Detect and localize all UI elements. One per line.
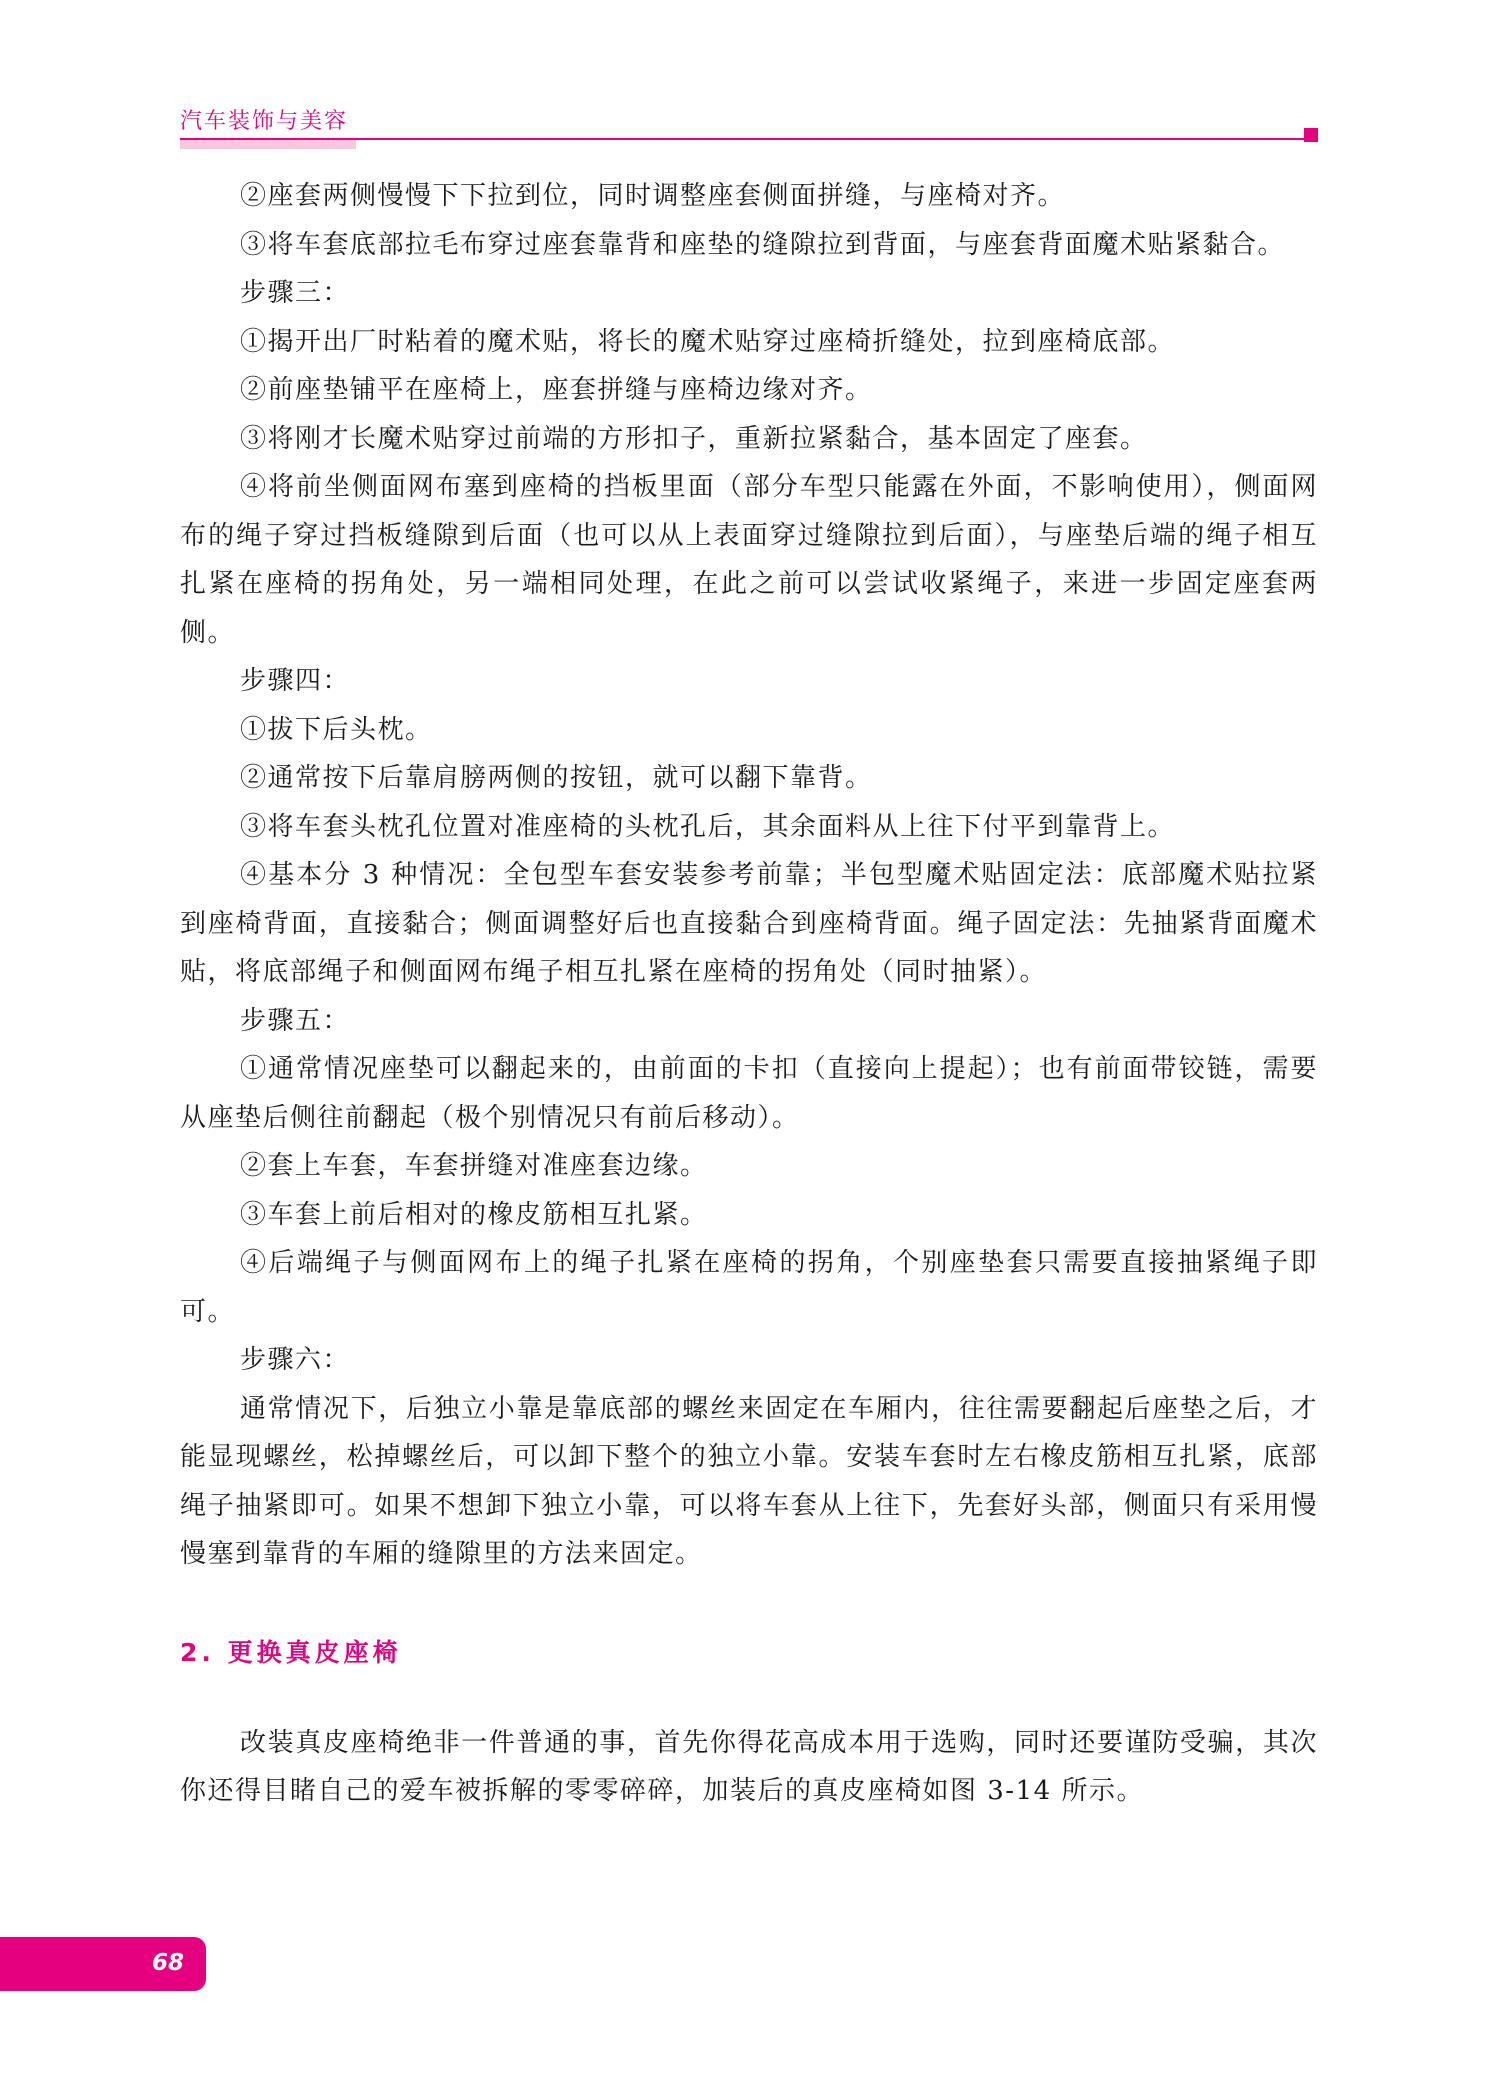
body-paragraph: ①揭开出厂时粘着的魔术贴，将长的魔术贴穿过座椅折缝处，拉到座椅底部。: [240, 326, 1176, 357]
step-heading: 步骤五：: [240, 1005, 351, 1036]
running-header-title: 汽车装饰与美容: [180, 109, 349, 134]
body-paragraph: ①拔下后头枕。: [240, 714, 433, 745]
body-paragraph: ④后端绳子与侧面网布上的绳子扎紧在座椅的拐角，个别座垫套只需要直接抽紧绳子即可。: [180, 1248, 1318, 1327]
body-paragraph: ②前座垫铺平在座椅上，座套拼缝与座椅边缘对齐。: [240, 375, 873, 405]
header-square-marker: [1304, 128, 1318, 142]
body-paragraph: ④基本分 3 种情况：全包型车套安装参考前靠；半包型魔术贴固定法：底部魔术贴拉紧到座椅背面，直接黏合；侧面调整好后也直接黏合到座椅背面。绳子固定法：先抽紧背面魔术贴，将底部绳子和侧面网布绳子相互扎紧在座椅的拐角处（同时抽紧）。: [180, 860, 1318, 987]
body-paragraph: ④将前坐侧面网布塞到座椅的挡板里面（部分车型只能露在外面，不影响使用），侧面网布的绳子穿过挡板缝隙到后面（也可以从上表面穿过缝隙拉到后面），与座垫后端的绳子相互扎紧在座椅的拐角处，另一端相同处理，在此之前可以尝试收紧绳子，来进一步固定座套两侧。: [180, 472, 1318, 648]
section-paragraph: 改装真皮座椅绝非一件普通的事，首先你得花高成本用于选购，同时还要谨防受骗，其次你还得目睹自己的爱车被拆解的零零碎碎，加装后的真皮座椅如图 3-14 所示。: [180, 1727, 1318, 1806]
header-accent-bar: [180, 140, 356, 149]
step-heading: 步骤三：: [240, 278, 351, 308]
body-paragraph: 通常情况下，后独立小靠是靠底部的螺丝来固定在车厢内，往往需要翻起后座垫之后，才能显现螺丝，松掉螺丝后，可以卸下整个的独立小靠。安装车套时左右橡皮筋相互扎紧，底部绳子抽紧即可。如果不想卸下独立小靠，可以将车套从上往下，先套好头部，侧面只有采用慢慢塞到靠背的车厢的缝隙里的方法来固定。: [180, 1393, 1318, 1569]
page-number: 68: [152, 1950, 185, 1976]
body-paragraph: ③将车套头枕孔位置对准座椅的头枕孔后，其余面料从上往下付平到靠背上。: [240, 811, 1176, 842]
body-paragraph: ③车套上前后相对的橡皮筋相互扎紧。: [240, 1199, 708, 1230]
body-paragraph: ③将刚才长魔术贴穿过前端的方形扣子，重新拉紧黏合，基本固定了座套。: [240, 423, 1148, 454]
page-body: [180, 172, 1318, 1816]
body-paragraph: ③将车套底部拉毛布穿过座套靠背和座垫的缝隙拉到背面，与座套背面魔术贴紧黏合。: [240, 229, 1286, 260]
step-heading: 步骤四：: [240, 666, 351, 696]
step-heading: 步骤六：: [240, 1345, 351, 1375]
body-paragraph: ①通常情况座垫可以翻起来的，由前面的卡扣（直接向上提起）；也有前面带铰链，需要从座垫后侧往前翻起（极个别情况只有前后移动）。: [180, 1054, 1318, 1133]
body-paragraph: ②套上车套，车套拼缝对准座套边缘。: [240, 1151, 708, 1181]
section-heading: 2. 更换真皮座椅: [180, 1637, 402, 1667]
body-paragraph: ②通常按下后靠肩膀两侧的按钮，就可以翻下靠背。: [240, 763, 873, 793]
body-paragraph: ②座套两侧慢慢下下拉到位，同时调整座套侧面拼缝，与座椅对齐。: [240, 181, 1066, 211]
